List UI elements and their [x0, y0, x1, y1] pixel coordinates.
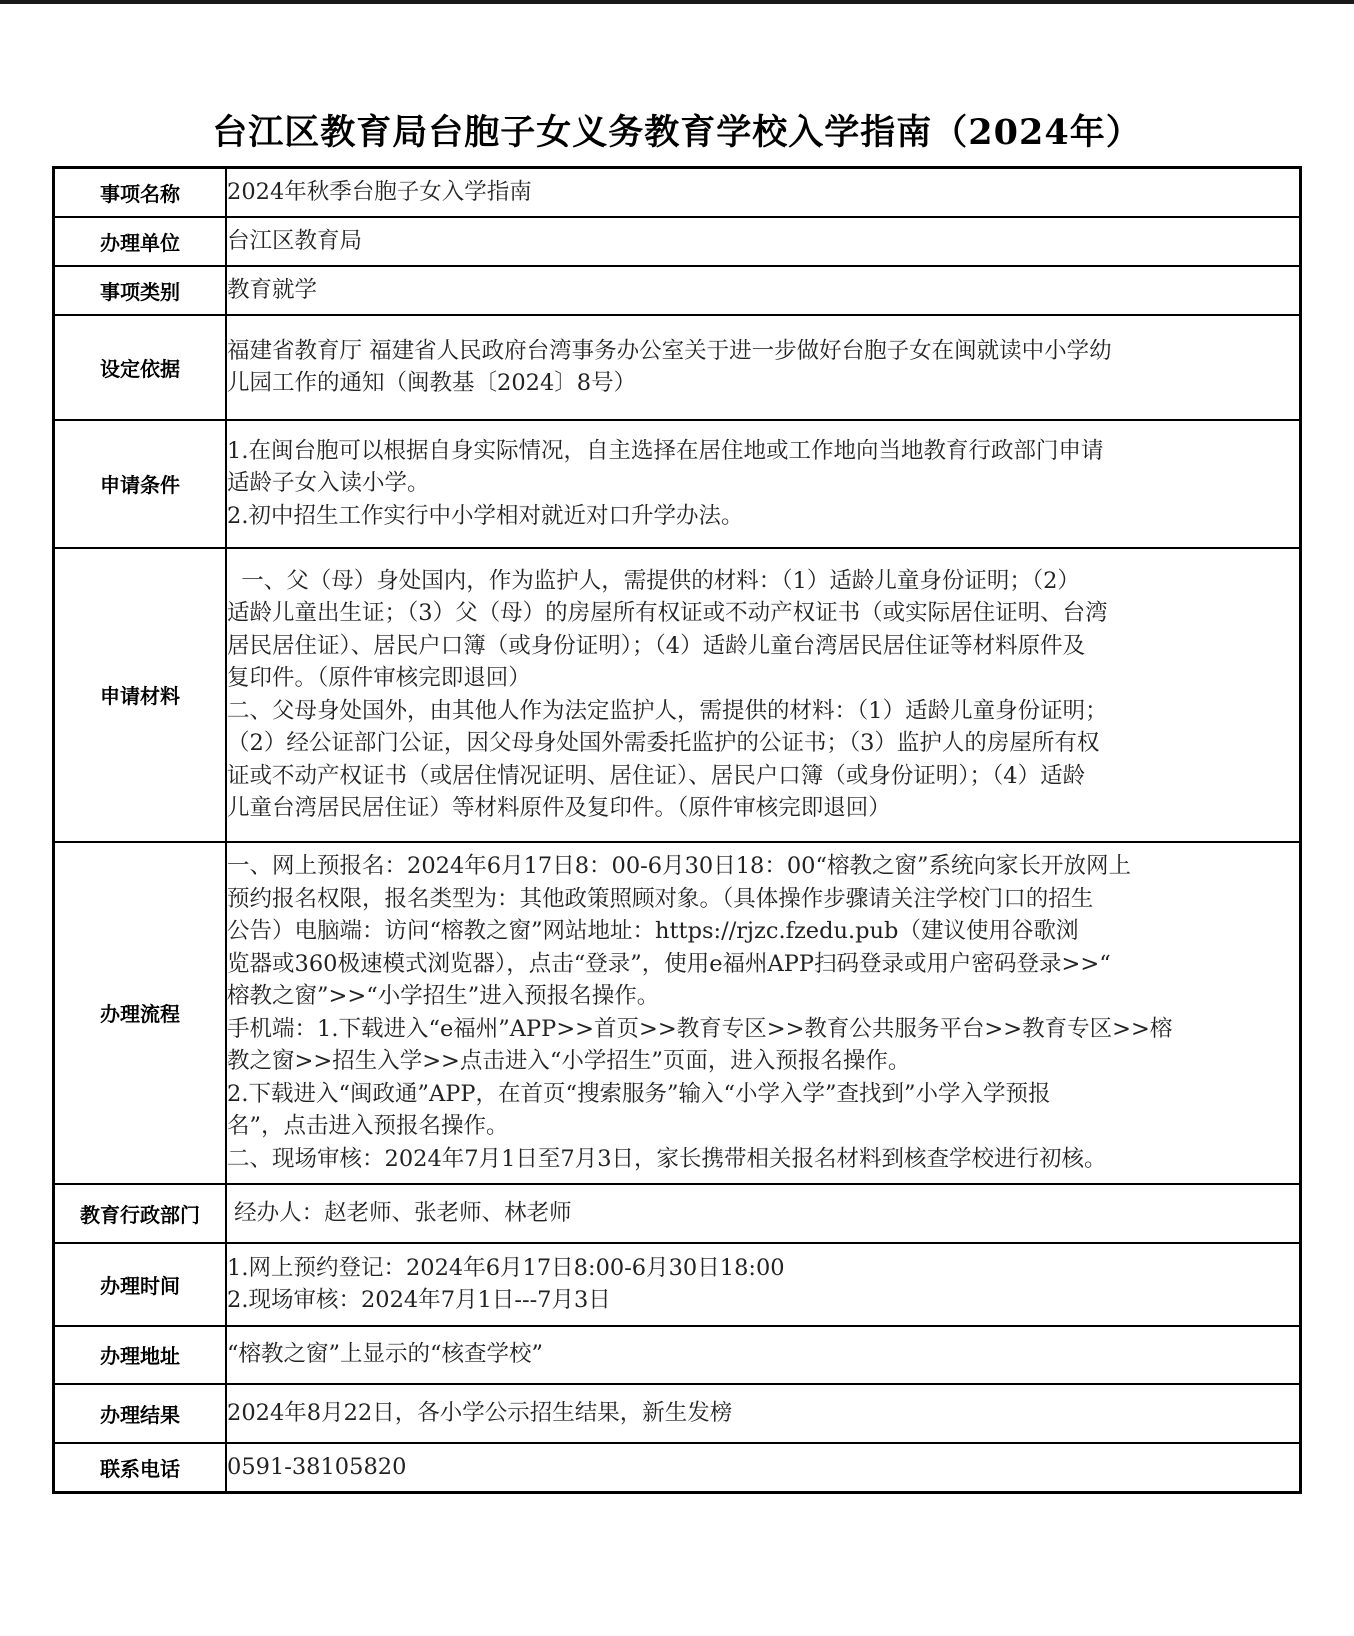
document-title: 台江区教育局台胞子女义务教育学校入学指南（2024年） [212, 112, 1142, 153]
row-value: 教育就学 [226, 266, 1301, 315]
row-value: 0591-38105820 [226, 1443, 1301, 1493]
text-line: 儿园工作的通知（闽教基〔2024〕8号） [227, 370, 637, 396]
row-label: 申请材料 [54, 548, 227, 842]
table-row [54, 217, 1301, 266]
row-label: 事项类别 [54, 266, 227, 315]
row-label: 申请条件 [54, 420, 227, 548]
text-line: 证或不动产权证书（或居住情况证明、居住证）、居民户口簿（或身份证明）；（4）适龄 [227, 762, 1086, 789]
guide-table [52, 166, 1302, 1494]
row-label: 办理流程 [54, 842, 227, 1184]
table-row [54, 1384, 1301, 1443]
table-row [54, 1184, 1301, 1243]
text-line: 公告）电脑端：访问“榕教之窗”网站地址：https://rjzc.fzedu.pub（建议使用谷歌浏 [227, 918, 1079, 944]
text-line: 一、网上预报名：2024年6月17日8：00-6月30日18：00“榕教之窗”系统向家长开放网上 [227, 853, 1131, 879]
table-row [54, 548, 1301, 842]
text-line: 适龄子女入读小学。 [227, 470, 430, 497]
row-label: 教育行政部门 [54, 1184, 227, 1243]
row-value [226, 315, 1301, 420]
text-line: 1.在闽台胞可以根据自身实际情况，自主选择在居住地或工作地向当地教育行政部门申请 [227, 437, 1104, 464]
row-value [226, 548, 1301, 842]
row-label: 办理单位 [54, 217, 227, 266]
text-line: 教之窗>>招生入学>>点击进入“小学招生”页面，进入预报名操作。 [227, 1048, 911, 1074]
text-line: 览器或360极速模式浏览器），点击“登录”，使用e福州APP扫码登录或用户密码登录>>“ [227, 950, 1111, 977]
text-line: 手机端：1.下载进入“e福州”APP>>首页>>教育专区>>教育公共服务平台>>教育专区>>榕 [227, 1015, 1173, 1042]
text-line: 2.初中招生工作实行中小学相对就近对口升学办法。 [227, 502, 744, 529]
top-border-line [0, 0, 1354, 4]
row-value: “榕教之窗”上显示的“核查学校” [226, 1326, 1301, 1384]
text-line: 居民居住证）、居民户口簿（或身份证明）；（4）适龄儿童台湾居民居住证等材料原件及 [227, 632, 1086, 659]
row-value [226, 420, 1301, 548]
table-row [54, 1443, 1301, 1493]
row-label: 事项名称 [54, 168, 227, 217]
table-row [54, 315, 1301, 420]
row-value [226, 842, 1301, 1184]
text-line: 福建省教育厅 福建省人民政府台湾事务办公室关于进一步做好台胞子女在闽就读中小学幼 [227, 337, 1112, 364]
row-value: 经办人：赵老师、张老师、林老师 [226, 1184, 1301, 1243]
row-label: 办理地址 [54, 1326, 227, 1384]
text-line: 适龄儿童出生证；（3）父（母）的房屋所有权证或不动产权证书（或实际居住证明、台湾 [227, 600, 1108, 626]
table-row [54, 842, 1301, 1184]
text-line: 儿童台湾居民居住证）等材料原件及复印件。（原件审核完即退回） [227, 795, 891, 821]
row-value [226, 1243, 1301, 1326]
text-line: 预约报名权限，报名类型为：其他政策照顾对象。（具体操作步骤请关注学校门口的招生 [227, 885, 1094, 912]
text-line: （2）经公证部门公证，因父母身处国外需委托监护的公证书；（3）监护人的房屋所有权 [227, 730, 1100, 756]
text-line: 复印件。（原件审核完即退回） [227, 665, 531, 691]
text-line: 名”，点击进入预报名操作。 [227, 1113, 509, 1139]
table-row [54, 1326, 1301, 1384]
text-line: 2.下载进入“闽政通”APP，在首页“搜索服务”输入“小学入学”查找到”小学入学预报 [227, 1080, 1051, 1107]
table-row [54, 1243, 1301, 1326]
row-value: 2024年秋季台胞子女入学指南 [226, 168, 1301, 217]
text-line: 二、父母身处国外，由其他人作为法定监护人，需提供的材料：（1）适龄儿童身份证明； [227, 697, 1108, 724]
text-line: 2.现场审核：2024年7月1日---7月3日 [227, 1287, 611, 1313]
row-value: 台江区教育局 [226, 217, 1301, 266]
row-label: 办理时间 [54, 1243, 227, 1326]
row-value: 2024年8月22日，各小学公示招生结果，新生发榜 [226, 1384, 1301, 1443]
table-row [54, 168, 1301, 217]
table-row [54, 266, 1301, 315]
text-line: 榕教之窗”>>“小学招生”进入预报名操作。 [227, 983, 660, 1009]
table-row [54, 420, 1301, 548]
text-line: 二、现场审核：2024年7月1日至7月3日，家长携带相关报名材料到核查学校进行初核。 [227, 1145, 1107, 1172]
text-line: 1.网上预约登记：2024年6月17日8:00-6月30日18:00 [227, 1254, 785, 1281]
row-label: 办理结果 [54, 1384, 227, 1443]
text-line: 一、父（母）身处国内，作为监护人，需提供的材料：（1）适龄儿童身份证明；（2） [227, 567, 1080, 594]
row-label: 设定依据 [54, 315, 227, 420]
row-label: 联系电话 [54, 1443, 227, 1493]
